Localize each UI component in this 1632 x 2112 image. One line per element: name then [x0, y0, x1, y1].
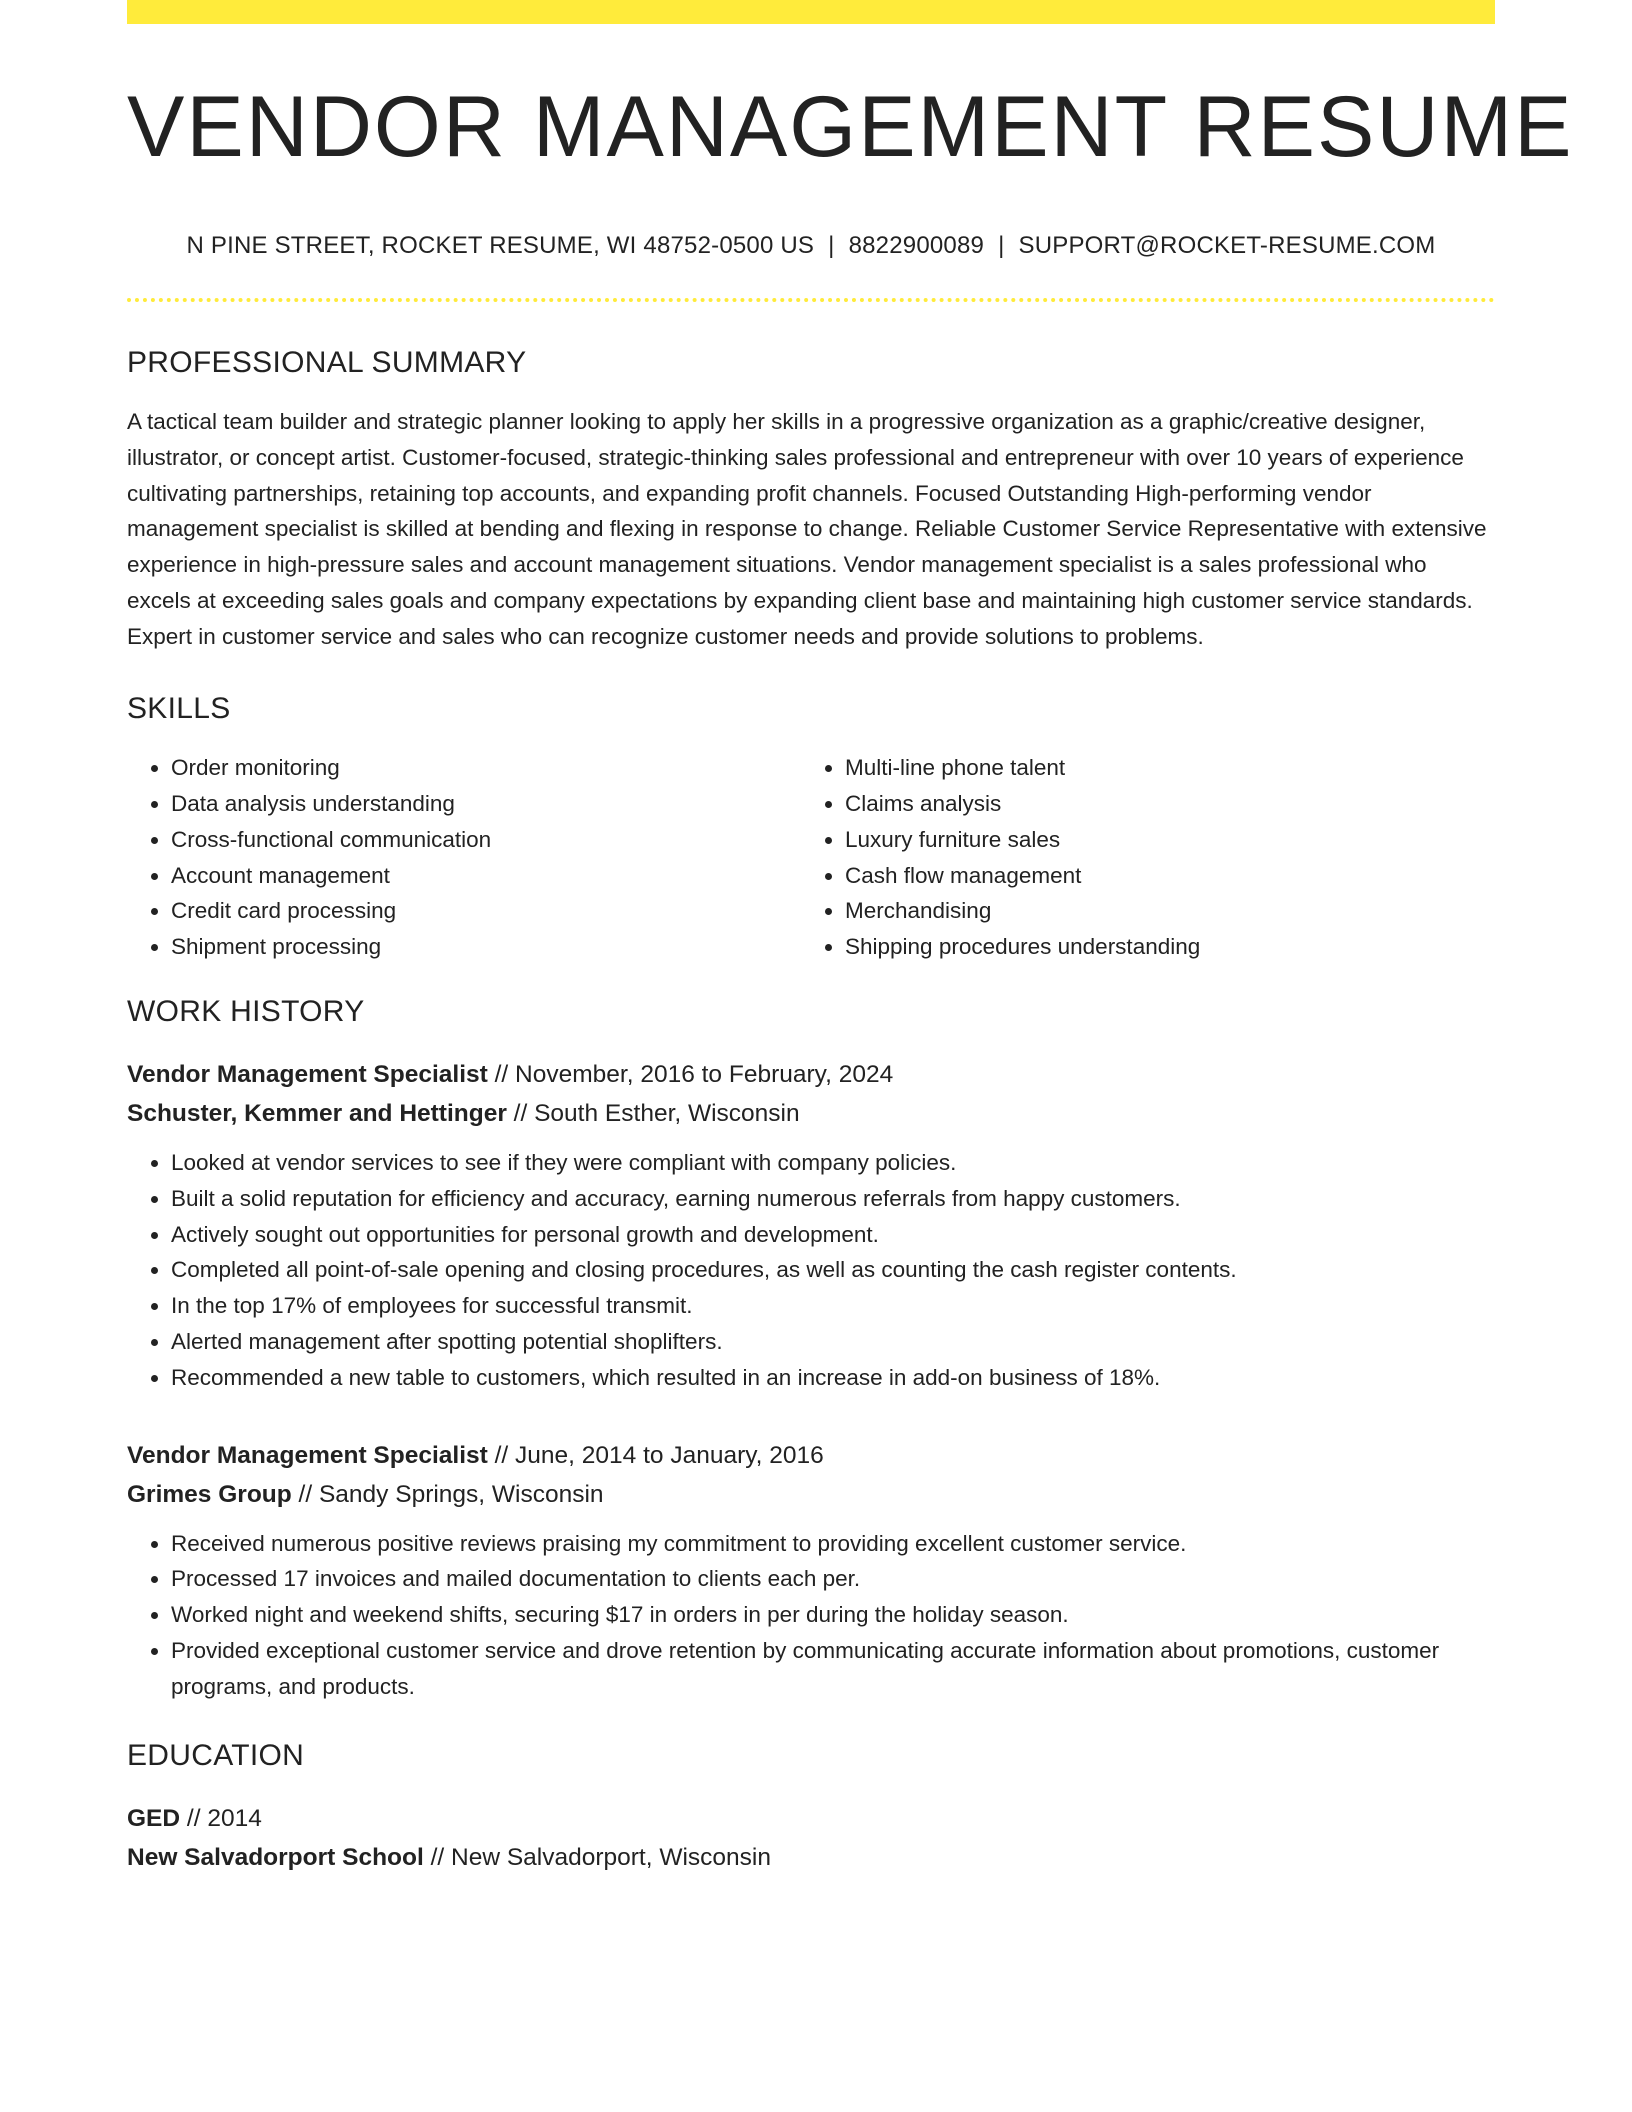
skills-heading: SKILLS	[127, 692, 231, 726]
job-bullet-list	[127, 1526, 1495, 1705]
education-year: // 2014	[180, 1804, 262, 1832]
summary-text: A tactical team builder and strategic planner looking to apply her skills in a progressive organization as a graphic/creative designer, illustrator, or concept artist. Customer-focused, strategic-thinking sales professional and entrepreneur with over 10 years of experience cultivating partnerships, retaining top accounts, and expanding profit channels. Focused Outstanding High-performing vendor management specialist is skilled at bending and flexing in response to change. Reliable Customer Service Representative with extensive experience in high-pressure sales and account management situations. Vendor management specialist is a sales professional who excels at exceeding sales goals and company expectations by expanding client base and maintaining high customer service standards. Expert in customer service and sales who can recognize customer needs and provide solutions to problems.	[127, 409, 1487, 649]
job-location: // Sandy Springs, Wisconsin	[291, 1480, 604, 1508]
education-heading: EDUCATION	[127, 1738, 305, 1772]
skill-item: • Shipping procedures understanding	[845, 929, 1475, 965]
education-entry	[127, 1799, 1495, 1877]
skill-item: • Data analysis understanding	[171, 786, 801, 822]
skill-item: • Luxury furniture sales	[845, 822, 1475, 858]
summary-heading: PROFESSIONAL SUMMARY	[127, 346, 527, 380]
job-bullet: • Worked night and weekend shifts, securing $17 in orders in per during the holiday season.	[171, 1597, 1495, 1633]
job-company: Grimes Group	[127, 1480, 292, 1508]
job-bullet: • Received numerous positive reviews praising my commitment to providing excellent customer service.	[171, 1526, 1495, 1562]
contact-separator: |	[998, 232, 1005, 260]
job-title-line	[127, 1055, 1495, 1094]
skill-item: • Order monitoring	[171, 750, 801, 786]
skill-item: • Claims analysis	[845, 786, 1475, 822]
job-bullet: • Recommended a new table to customers, which resulted in an increase in add-on business of 18%.	[171, 1360, 1495, 1396]
dotted-divider	[127, 298, 1495, 302]
job-bullet: • Processed 17 invoices and mailed documentation to clients each per.	[171, 1561, 1495, 1597]
skills-columns	[127, 750, 1495, 965]
job-dates: // June, 2014 to January, 2016	[487, 1441, 824, 1469]
education-degree-line	[127, 1799, 1495, 1838]
job-dates: // November, 2016 to February, 2024	[487, 1061, 894, 1088]
top-accent-bar	[127, 0, 1495, 24]
job-location: // South Esther, Wisconsin	[506, 1100, 800, 1127]
skill-item: • Multi-line phone talent	[845, 750, 1475, 786]
contact-email: SUPPORT@ROCKET-RESUME.COM	[1018, 232, 1436, 260]
job-company: Schuster, Kemmer and Hettinger	[127, 1100, 507, 1127]
contact-line	[127, 232, 1495, 260]
work-history-heading: WORK HISTORY	[127, 995, 365, 1028]
job-company-line	[127, 1475, 1495, 1514]
job-bullet: • Completed all point-of-sale opening and closing procedures, as well as counting the cash register contents.	[171, 1252, 1495, 1288]
education-location: // New Salvadorport, Wisconsin	[423, 1843, 771, 1871]
job-entry	[127, 1436, 1495, 1705]
job-bullet: • Actively sought out opportunities for personal growth and development.	[171, 1217, 1495, 1253]
skill-item: • Cash flow management	[845, 858, 1475, 894]
job-title-line	[127, 1436, 1495, 1475]
job-bullet-list	[127, 1145, 1495, 1396]
job-entry	[127, 1055, 1495, 1396]
job-title: Vendor Management Specialist	[127, 1441, 488, 1469]
contact-address: N PINE STREET, ROCKET RESUME, WI 48752-0500 US	[186, 232, 815, 260]
education-school-line	[127, 1838, 1495, 1877]
job-title: Vendor Management Specialist	[127, 1061, 488, 1088]
education-school: New Salvadorport School	[127, 1843, 424, 1871]
job-bullet: • Provided exceptional customer service and drove retention by communicating accurate information about promotions, customer programs, and products.	[171, 1633, 1495, 1705]
job-bullet: • Looked at vendor services to see if they were compliant with company policies.	[171, 1145, 1495, 1181]
contact-separator: |	[828, 232, 835, 260]
skill-item: • Credit card processing	[171, 893, 801, 929]
education-degree: GED	[127, 1804, 181, 1832]
skill-item: • Cross-functional communication	[171, 822, 801, 858]
job-company-line	[127, 1094, 1495, 1133]
skills-list-left	[127, 750, 801, 965]
skill-item: • Shipment processing	[171, 929, 801, 965]
skill-item: • Merchandising	[845, 893, 1475, 929]
resume-page	[127, 0, 1574, 1877]
skills-list-right	[801, 750, 1475, 965]
contact-phone: 8822900089	[848, 232, 985, 260]
resume-title: VENDOR MANAGEMENT RESUME	[127, 79, 1574, 175]
job-bullet: • Alerted management after spotting potential shoplifters.	[171, 1324, 1495, 1360]
skill-item: • Account management	[171, 858, 801, 894]
job-bullet: • In the top 17% of employees for successful transmit.	[171, 1288, 1495, 1324]
job-bullet: • Built a solid reputation for efficiency and accuracy, earning numerous referrals from happy customers.	[171, 1181, 1495, 1217]
